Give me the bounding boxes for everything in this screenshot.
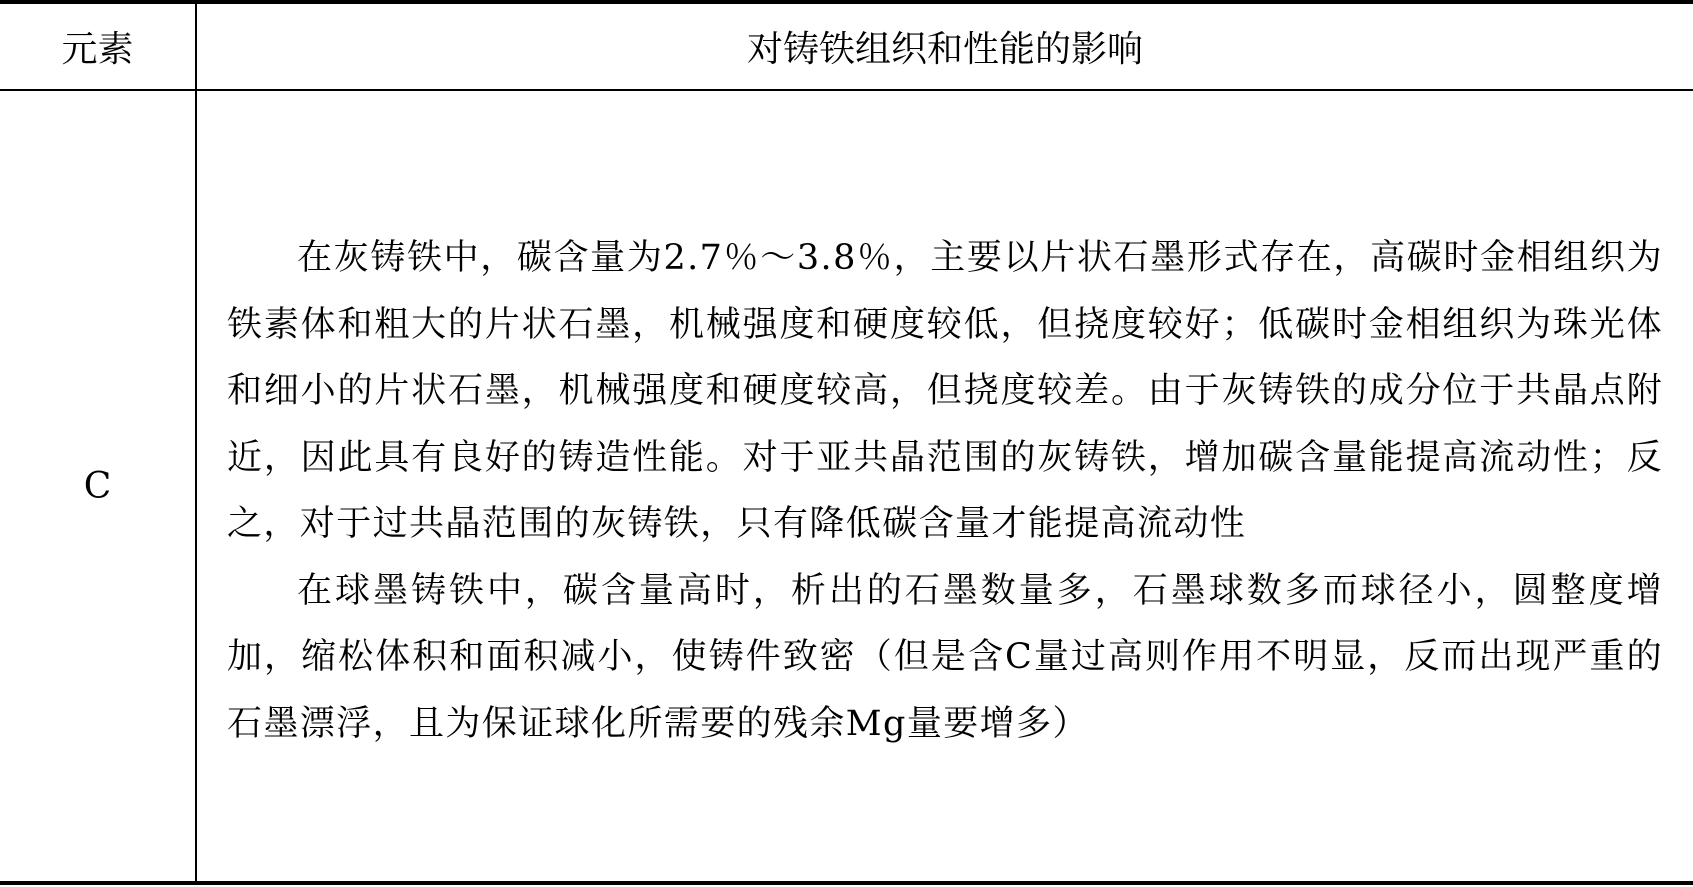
paragraph-ductile-iron: 在球墨铸铁中，碳含量高时，析出的石墨数量多，石墨球数多而球径小，圆整度增加，缩松体积和面积减小，使铸件致密（但是含C量过高则作用不明显，反而出现严重的石墨漂浮，且为保证球化所需要的残余Mg量要增多）	[227, 570, 1663, 744]
header-effect: 对铸铁组织和性能的影响	[196, 2, 1693, 90]
table-header-row	[0, 2, 1693, 90]
effect-description	[196, 90, 1693, 883]
header-element: 元素	[0, 2, 196, 90]
paragraph-gray-iron: 在灰铸铁中，碳含量为2.7％～3.8％，主要以片状石墨形式存在，高碳时金相组织为铁素体和粗大的片状石墨，机械强度和硬度较低，但挠度较好；低碳时金相组织为珠光体和细小的片状石墨，机械强度和硬度较高，但挠度较差。由于灰铸铁的成分位于共晶点附近，因此具有良好的铸造性能。对于亚共晶范围的灰铸铁，增加碳含量能提高流动性；反之，对于过共晶范围的灰铸铁，只有降低碳含量才能提高流动性	[227, 238, 1663, 544]
element-symbol: C	[0, 90, 196, 883]
table-row	[0, 90, 1693, 883]
